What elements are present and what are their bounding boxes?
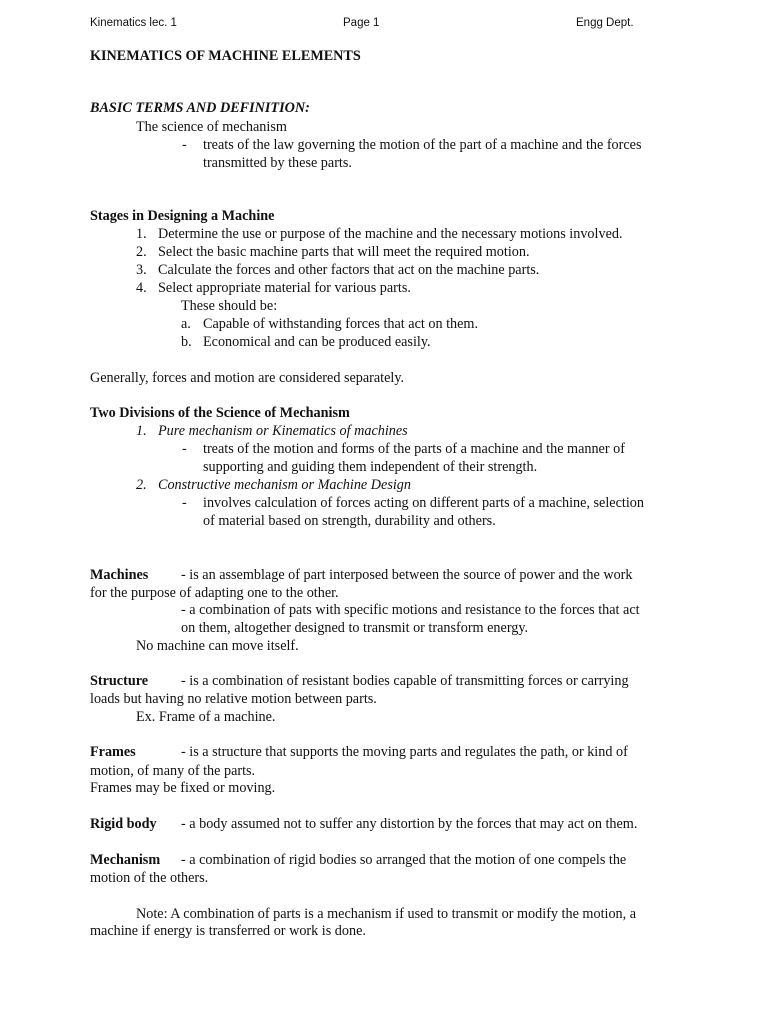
basic-terms-heading: BASIC TERMS AND DEFINITION: [90,100,310,116]
bullet-dash: - [182,441,187,457]
list-text: Pure mechanism or Kinematics of machines [158,423,408,439]
note-line-2: machine if energy is transferred or work is done. [90,923,366,939]
division-2-line-1: involves calculation of forces acting on different parts of a machine, selection [203,495,644,511]
list-number: 2. [136,477,147,493]
bullet-dash: - [182,495,187,511]
list-number: 2. [136,244,147,260]
document-title: KINEMATICS OF MACHINE ELEMENTS [90,48,361,64]
science-of-mechanism: The science of mechanism [136,119,287,135]
list-item [136,279,411,297]
machines-line-2: for the purpose of adapting one to the other. [90,585,339,601]
frames-line-2: motion, of many of the parts. [90,763,256,779]
structure-line-2: loads but having no relative motion between parts. [90,691,377,707]
list-item [136,225,623,243]
machines-line-4: on them, altogether designed to transmit or transform energy. [181,620,529,636]
mechanism-line-2: motion of the others. [90,870,209,886]
mechanism-term: Mechanism [90,852,161,868]
generally-statement: Generally, forces and motion are considered separately. [90,370,405,386]
list-number: 4. [136,280,147,296]
list-item [136,243,530,261]
mechanism-line-1: - a combination of rigid bodies so arranged that the motion of one compels the [181,852,627,868]
note-line-1: Note: A combination of parts is a mechanism if used to transmit or modify the motion, a [136,906,637,922]
list-text: Select the basic machine parts that will meet the required motion. [158,244,530,260]
rigid-body-line-1: - a body assumed not to suffer any distortion by the forces that may act on them. [181,816,638,832]
list-text: Calculate the forces and other factors that act on the machine parts. [158,262,540,278]
structure-line-1: - is a combination of resistant bodies capable of transmitting forces or carrying [181,673,629,689]
division-2-title [136,476,411,494]
list-letter: a. [181,316,191,332]
list-item [181,333,431,351]
header-left: Kinematics lec. 1 [90,17,177,29]
bullet-dash: - [182,137,187,153]
frames-line-1: - is a structure that supports the moving parts and regulates the path, or kind of [181,744,628,760]
list-letter: b. [181,334,192,350]
frames-line-3: Frames may be fixed or moving. [90,780,276,796]
structure-line-3: Ex. Frame of a machine. [136,709,276,725]
list-text: Select appropriate material for various parts. [158,280,411,296]
machines-line-3: - a combination of pats with specific motions and resistance to the forces that act [181,602,640,618]
machines-line-5: No machine can move itself. [136,638,299,654]
machines-line-1: - is an assemblage of part interposed between the source of power and the work [181,567,633,583]
divisions-heading: Two Divisions of the Science of Mechanism [90,405,350,421]
header-right: Engg Dept. [576,17,634,29]
list-number: 3. [136,262,147,278]
list-number: 1. [136,423,147,439]
division-1-line-1: treats of the motion and forms of the parts of a machine and the manner of [203,441,625,457]
machines-term: Machines [90,567,149,583]
should-be-label: These should be: [181,298,278,314]
list-item [181,315,478,333]
list-text: Determine the use or purpose of the machine and the necessary motions involved. [158,226,623,242]
list-text: Economical and can be produced easily. [203,334,431,350]
list-item [136,261,539,279]
header-page-number: Page 1 [343,17,380,29]
rigid-body-term: Rigid body [90,816,157,832]
division-2-line-2: of material based on strength, durability and others. [203,513,496,529]
division-1-line-2: supporting and guiding them independent of their strength. [203,459,538,475]
list-text: Constructive mechanism or Machine Design [158,477,411,493]
structure-term: Structure [90,673,149,689]
division-1-title [136,422,408,440]
definition-line-1: treats of the law governing the motion of the part of a machine and the forces [203,137,642,153]
list-text: Capable of withstanding forces that act on them. [203,316,479,332]
definition-line-2: transmitted by these parts. [203,155,352,171]
frames-term: Frames [90,744,136,760]
stages-heading: Stages in Designing a Machine [90,208,275,224]
list-number: 1. [136,226,147,242]
